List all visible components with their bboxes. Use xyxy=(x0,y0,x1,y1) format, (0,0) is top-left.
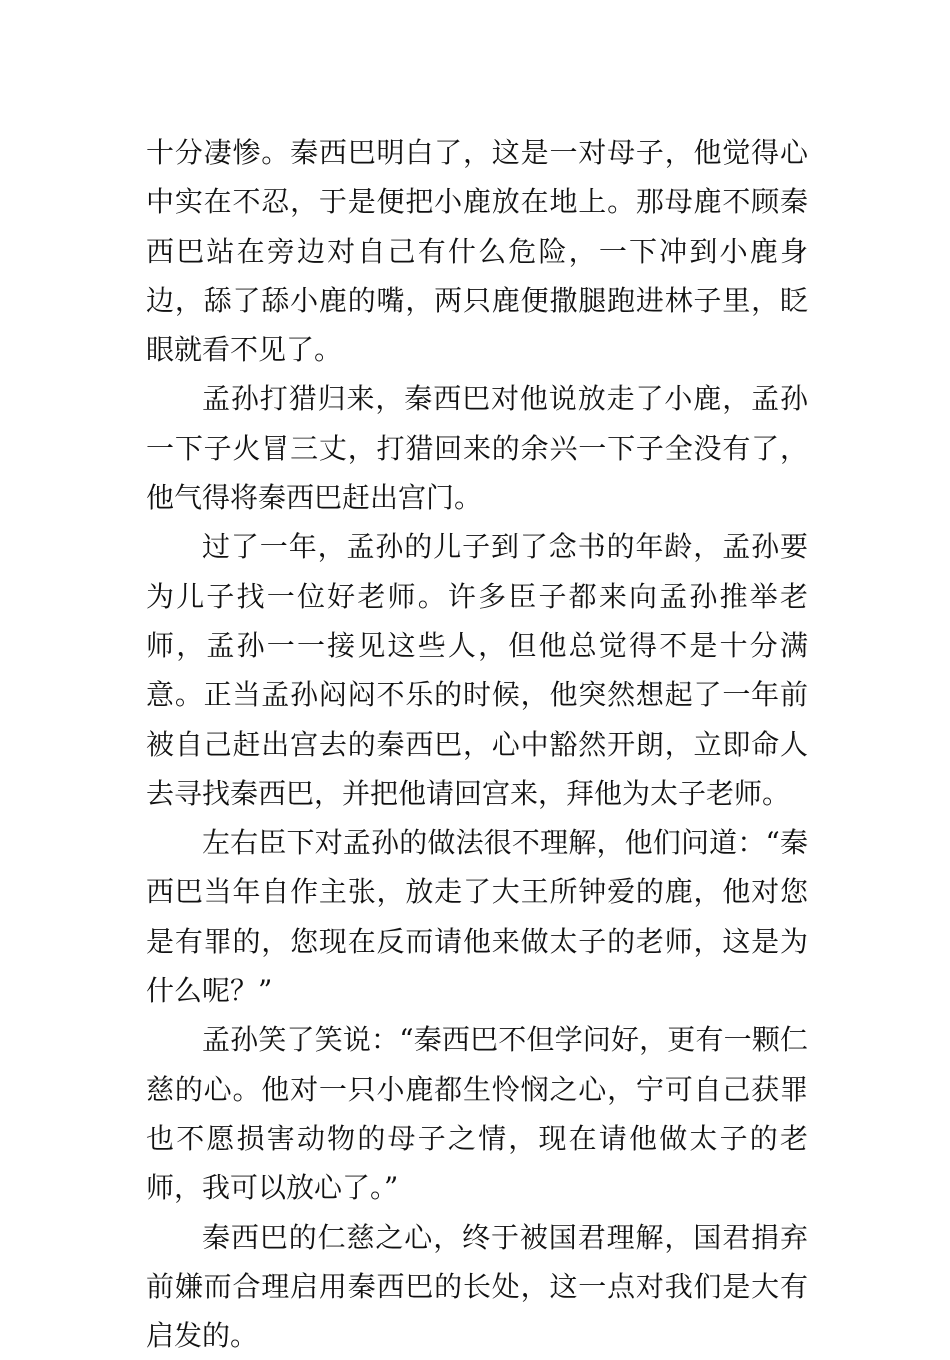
paragraph-2: 孟孙打猎归来，秦西巴对他说放走了小鹿，孟孙一下子火冒三丈，打猎回来的余兴一下子全没有了，他气得将秦西巴赶出宫门。 xyxy=(146,382,808,515)
paragraph-1: 十分凄惨。秦西巴明白了，这是一对母子，他觉得心中实在不忍，于是便把小鹿放在地上。那母鹿不顾秦西巴站在旁边对自己有什么危险，一下冲到小鹿身边，舔了舔小鹿的嘴，两只鹿便撒腿跑进林子里，眨眼就看不见了。 xyxy=(146,136,808,367)
paragraph-4: 左右臣下对孟孙的做法很不理解，他们问道：“秦西巴当年自作主张，放走了大王所钟爱的鹿，他对您是有罪的，您现在反而请他来做太子的老师，这是为什么呢？” xyxy=(146,826,808,1008)
paragraph-3: 过了一年，孟孙的儿子到了念书的年龄，孟孙要为儿子找一位好老师。许多臣子都来向孟孙推举老师，孟孙一一接见这些人，但他总觉得不是十分满意。正当孟孙闷闷不乐的时候，他突然想起了一年前被自己赶出宫去的秦西巴，心中豁然开朗，立即命人去寻找秦西巴，并把他请回宫来，拜他为太子老师。 xyxy=(146,530,808,810)
paragraph-5: 孟孙笑了笑说：“秦西巴不但学问好，更有一颗仁慈的心。他对一只小鹿都生怜悯之心，宁可自己获罪也不愿损害动物的母子之情，现在请他做太子的老师，我可以放心了。” xyxy=(146,1023,808,1205)
body-text xyxy=(146,128,808,1360)
paragraph-6: 秦西巴的仁慈之心，终于被国君理解，国君捐弃前嫌而合理启用秦西巴的长处，这一点对我们是大有启发的。 xyxy=(146,1220,808,1353)
